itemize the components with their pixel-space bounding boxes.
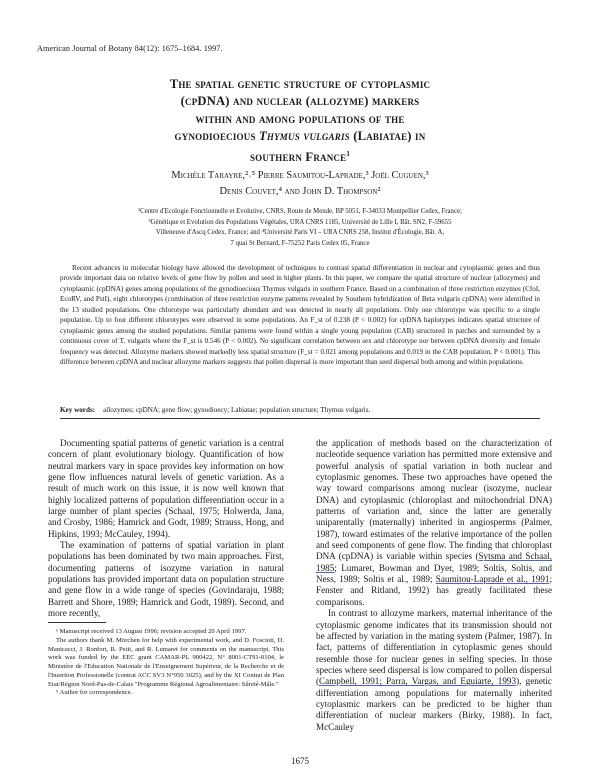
abstract: Recent advances in molecular biology have allowed the development of techniques to contrast spatial differentiation in nuclear and cytoplasmic genes and thus provide important data on relative levels of gene flow by pollen and seed in higher plants. In this paper, we compare the spatial structure of nuclear (allozymes) and cytoplasmic (cpDNA) genes among populations of the gynodioecious Thymus vulgaris in southern France. Based on a combination of three restriction enzymes (CfoI, EcoRV, and PstI), eight chlorotypes (combination of three restriction enzyme patterns revealed by Southern hybridization of Beta vulgaris cpDNA) were identified in the 13 studied populations. One chlorotype was particularly abundant and was detected in nearly all populations. Only one chlorotype was specific to a single population. Up to four different chlorotypes were observed in some populations. An F_st of 0.238 (P < 0.002) for cpDNA haplotypes indicates spatial structure of cytoplasmic genes among the studied populations. Similar patterns were found within a single young population (CAB) structured in patches and surrounded by a continuous cover of T. vulgaris where the F_st is 0.546 (P < 0.002). No significant correlation between sex and chlorotype nor between cpDNA diversity and female frequency was detected. Allozyme markers showed markedly less spatial structure (F_st = 0.021 among populations and 0.019 in the CAB population, P < 0.001). This difference between cpDNA and nuclear allozyme markers suggests that pollen dispersal is more important than seed dispersal both among and within populations. [60,264,540,367]
journal-citation: American Journal of Botany 84(12): 1675–1684. 1997. [37,44,223,53]
footnote: ¹ Manuscript received 13 August 1996; revision accepted 20 April 1997. [56,628,247,635]
affiliation-line: ²Centre d'Ecologie Fonctionnelle et Evolutive, CNRS, Route de Mende, BP 5051, F-34033 Montpellier Cedex, France; [138,208,462,215]
affiliation-line: 7 quai St Bernard, F-75252 Paris Cedex 05, France [230,239,370,247]
footnote: ⁵ Author for correspondence. [56,689,133,697]
title-line: The spatial genetic structure of cytoplasmic [169,77,431,91]
article-title [40,76,560,166]
title-line: southern France$^1$ [249,149,351,164]
footnote: The authors thank M. Mörchen for help with experimental work, and D. Foscioti, D. Manicacci, J. Ronfort, R. Petit, and R. Lumaret for comments on the manuscript. This work was funded by the EEC grant CAMAR-PL 900422, N° 8001-CT91-0104, le Ministère de l'Education Nationale de l'Enseignement Supérieur, de la Recherche et de l'Insertion Professionelle (contrat ACC SV3 N°950 3025), and by the XI Contrat de Plan Etat/Région Nord-Pas-de-Calais "Programme Régional Agroalimentaire: Sûreté-Mâle." [48,636,284,688]
right-column [316,438,552,733]
keywords-label: Key words: [60,406,96,414]
citation-link[interactable]: Sytsma and Schaal, 1985 [316,551,552,573]
author-line: Michèle Tarayre,²˒⁵ Pierre Saumitou-Laprade,³ Joël Cuguen,³ [171,170,429,181]
body-paragraph: In contrast to allozyme markers, maternal inheritance of the cytoplasmic genome indicates that its transmission should not be affected by variation in the mating system (Palmer, 1987). In fact, patterns of differentiation in cytoplasmic genes should resemble those for nuclear genes in selfing species. In those species where seed dispersal is low compared to pollen dispersal (Campbell, 1991; Parra, Vargas, and Eguiarte, 1993), genetic differentiation among populations for maternally inherited cytoplasmic markers can be predicted to be higher than differentiation of nuclear markers (Birky, 1988). In fact, McCauley [316,608,552,732]
title-line: gynodioecious Thymus vulgaris (Labiatae) in [174,129,426,144]
citation-link[interactable]: Campbell, 1991; Parra, Vargas, and Eguiarte, 1993 [319,676,517,687]
title-species: Thymus vulgaris [259,129,350,144]
title-line: (cpDNA) and nuclear (allozyme) markers [180,94,420,109]
keywords-list: allozymes; cpDNA; gene flow; gynodioecy; Labiatae; population structure; Thymus vulgaris. [103,406,371,414]
body-paragraph: The examination of patterns of spatial variation in plant populations has been dominated by two main approaches. First, documenting patterns of isozyme variation in natural populations has provided important data on population structure and gene flow in a wide range of species (Govindaraju, 1988; Barrett and Shore, 1989; Hamrick and Godt, 1989). Second, and more recently, [48,540,284,619]
author-line: Denis Couvet,⁴ and John D. Thompson² [219,186,381,197]
footnote-divider [48,622,106,623]
section-divider [60,418,540,419]
left-column [48,438,284,620]
author-list [40,168,560,200]
keywords [60,405,540,415]
citation-link[interactable]: Saumitou-Laprade et al., 1991 [435,574,550,585]
footnotes [48,628,284,698]
page-number: 1675 [291,756,309,766]
affiliation-line: Villeneuve d'Ascq Cedex, France; and ⁴Université Paris VI – URA CNRS 258, Institut d'Écologie, Bât. A, [155,229,445,237]
affiliation-line: ³Génétique et Evolution des Populations Végétales, URA CNRS 1185, Université de Lille I, Bât. SN2, F-59655 [148,218,452,226]
affiliations [50,207,550,249]
title-line: within and among populations of the [195,111,405,126]
title-footnote-mark: 1 [346,149,351,158]
body-paragraph: the application of methods based on the characterization of nucleotide sequence variation has permitted more extensive and powerful analysis of spatial variation in both nuclear and cytoplasmic genomes. These two approaches have opened the way toward comparisons among nuclear (isozyme, nuclear DNA) and cytoplasmic (chloroplast and mitochondrial DNA) patterns of variation and, since the latter are generally uniparentally (maternally) inherited in angiosperms (Palmer, 1987), toward estimates of the relative importance of the pollen and seed components of gene flow. The finding that chloroplast DNA (cpDNA) is variable within species (Sytsma and Schaal, 1985; Lumaret, Bowman and Dyer, 1989; Soltis, Soltis, and Ness, 1989; Soltis et al., 1989; Saumitou-Laprade et al., 1991; Fenster and Ritland, 1992) has greatly facilitated these comparisons. [316,438,552,607]
body-paragraph: Documenting spatial patterns of genetic variation is a central concern of plant evolutionary biology. Quantification of how neutral markers vary in space provides key information on how gene flow influences natural levels of genetic variation. As a result of much work on this issue, it is now well known that highly localized patterns of population differentiation occur in a large number of plant species (Schaal, 1975; Holwerda, Jana, and Crosby, 1986; Hamrick and Godt, 1989; Strauss, Hong, and Hipkins, 1993; McCauley, 1994). [48,438,284,539]
